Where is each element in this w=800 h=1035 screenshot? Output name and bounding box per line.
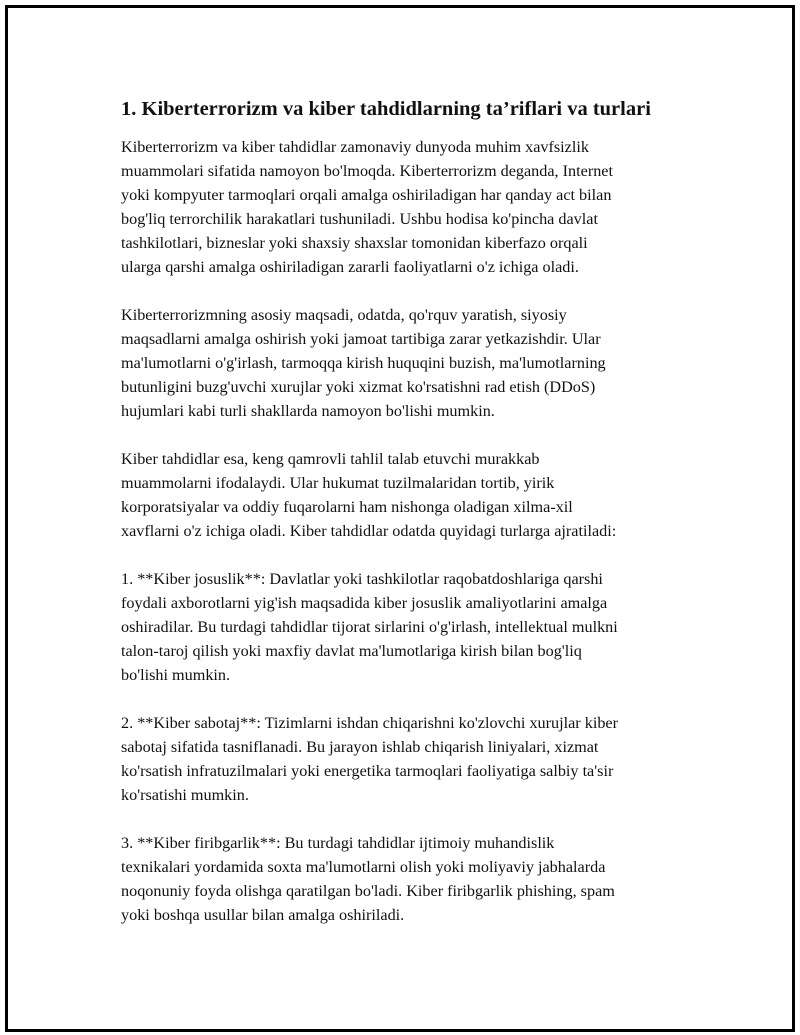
paragraph-threats xyxy=(121,447,701,543)
text-line: yoki kompyuter tarmoqlari orqali amalga oshiriladigan har qanday act bilan xyxy=(121,186,612,204)
text-line: ko'rsatishi mumkin. xyxy=(121,786,249,804)
text-line: muammolari sifatida namoyon bo'lmoqda. Kiberterrorizm deganda, Internet xyxy=(121,162,613,180)
list-item-fraud xyxy=(121,831,701,927)
page-title: 1. Kiberterrorizm va kiber tahdidlarning ta’riflari va turlari xyxy=(121,98,651,120)
text-line: hujumlari kabi turli shakllarda namoyon bo'lishi mumkin. xyxy=(121,402,495,420)
text-line: oshiradilar. Bu turdagi tahdidlar tijorat sirlarini o'g'irlash, intellektual mulkni xyxy=(121,618,618,636)
text-line: Kiberterrorizmning asosiy maqsadi, odatda, qo'rquv yaratish, siyosiy xyxy=(121,306,567,324)
text-line: xavflarni o'z ichiga oladi. Kiber tahdidlar odatda quyidagi turlarga ajratiladi: xyxy=(121,522,617,540)
text-line: yoki boshqa usullar bilan amalga oshiriladi. xyxy=(121,906,405,924)
paragraph-definition xyxy=(121,135,701,279)
text-line: texnikalari yordamida soxta ma'lumotlarni olish yoki moliyaviy jabhalarda xyxy=(121,858,606,876)
text-line: bog'liq terrorchilik harakatlari tushuniladi. Ushbu hodisa ko'pincha davlat xyxy=(121,210,598,228)
text-line: muammolarni ifodalaydi. Ular hukumat tuzilmalaridan tortib, yirik xyxy=(121,474,555,492)
text-line: ularga qarshi amalga oshiriladigan zararli faoliyatlarni o'z ichiga oladi. xyxy=(121,258,579,276)
text-line: ko'rsatish infratuzilmalari yoki energetika tarmoqlari faoliyatiga salbiy ta'sir xyxy=(121,762,614,780)
text-line: 2. **Kiber sabotaj**: Tizimlarni ishdan chiqarishni ko'zlovchi xurujlar kiber xyxy=(121,714,618,732)
text-line: korporatsiyalar va oddiy fuqarolarni ham nishonga oladigan xilma-xil xyxy=(121,498,573,516)
text-line: foydali axborotlarni yig'ish maqsadida kiber josuslik amaliyotlarini amalga xyxy=(121,594,608,612)
text-line: bo'lishi mumkin. xyxy=(121,666,231,684)
paragraph-goals xyxy=(121,303,701,423)
text-line: ma'lumotlarni o'g'irlash, tarmoqqa kirish huquqini buzish, ma'lumotlarning xyxy=(121,354,606,372)
text-line: sabotaj sifatida tasniflanadi. Bu jarayon ishlab chiqarish liniyalari, xizmat xyxy=(121,738,599,756)
page-frame xyxy=(5,5,795,1032)
text-line: maqsadlarni amalga oshirish yoki jamoat tartibiga zarar yetkazishdir. Ular xyxy=(121,330,601,348)
text-line: butunligini buzg'uvchi xurujlar yoki xizmat ko'rsatishni rad etish (DDoS) xyxy=(121,378,596,396)
text-line: talon-taroj qilish yoki maxfiy davlat ma'lumotlariga kirish bilan bog'liq xyxy=(121,642,582,660)
text-line: tashkilotlari, bizneslar yoki shaxsiy shaxslar tomonidan kiberfazo orqali xyxy=(121,234,588,252)
document-body xyxy=(121,94,701,951)
text-line: Kiber tahdidlar esa, keng qamrovli tahlil talab etuvchi murakkab xyxy=(121,450,540,468)
text-line: Kiberterrorizm va kiber tahdidlar zamonaviy dunyoda muhim xavfsizlik xyxy=(121,138,589,156)
list-item-espionage xyxy=(121,567,701,687)
list-item-sabotage xyxy=(121,711,701,807)
text-line: 3. **Kiber firibgarlik**: Bu turdagi tahdidlar ijtimoiy muhandislik xyxy=(121,834,555,852)
text-line: noqonuniy foyda olishga qaratilgan bo'ladi. Kiber firibgarlik phishing, spam xyxy=(121,882,615,900)
text-line: 1. **Kiber josuslik**: Davlatlar yoki tashkilotlar raqobatdoshlariga qarshi xyxy=(121,570,603,588)
